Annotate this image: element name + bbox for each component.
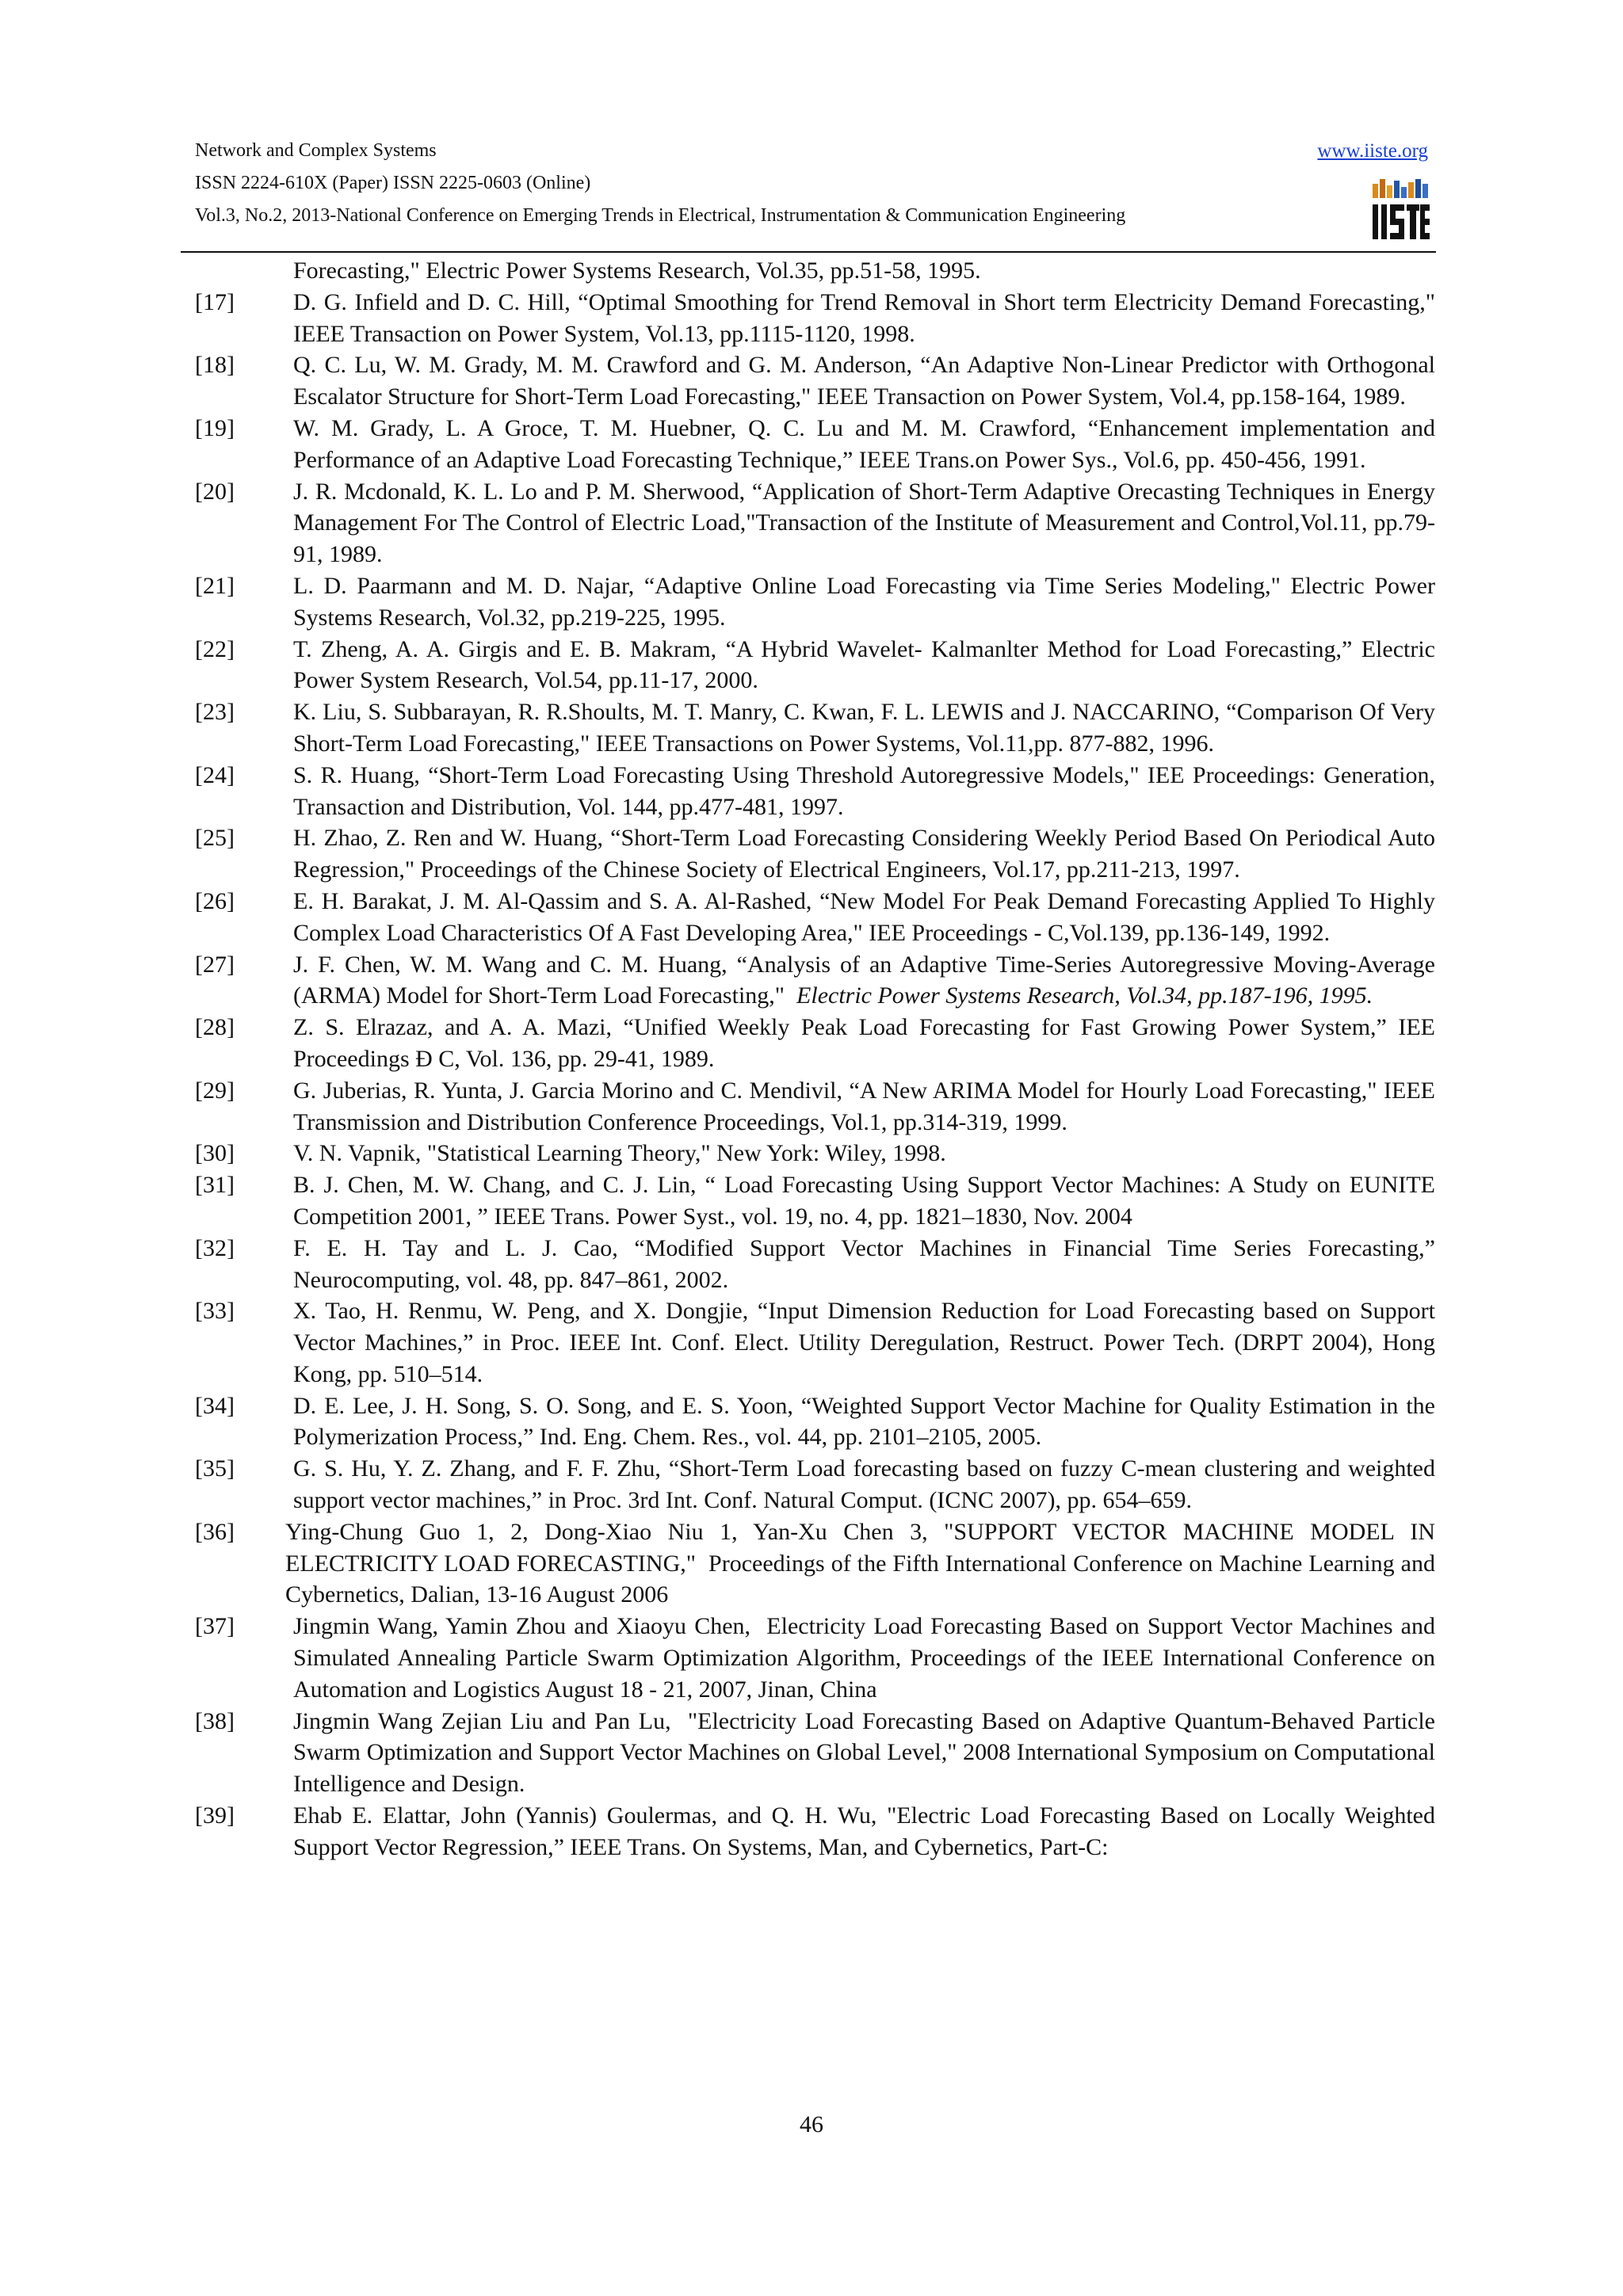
reference-citation: W. M. Grady, L. A Groce, T. M. Huebner, Q. C. Lu and M. M. Crawford, “Enhancement implementation and Performance of an Adaptive Load Forecasting Technique,” IEEE Trans.on Power Sys., Vol.6, pp. 450-456, 1991.: [293, 414, 1442, 473]
reference-text: [293, 1390, 1442, 1454]
reference-number: [18]: [195, 352, 235, 379]
reference-number: [25]: [195, 825, 235, 852]
reference-citation: G. S. Hu, Y. Z. Zhang, and F. F. Zhu, “Short-Term Load forecasting based on fuzzy C-mean clustering and weighted support vector machines,” in Proc. 3rd Int. Conf. Natural Comput. (ICNC 2007), pp. 654–659.: [293, 1455, 1442, 1514]
reference-number: [37]: [195, 1613, 235, 1640]
reference-text: [293, 696, 1442, 760]
reference-entry: [195, 696, 1442, 760]
reference-entry: [195, 1138, 1435, 1169]
reference-entry: [195, 476, 1442, 570]
reference-citation: T. Zheng, A. A. Girgis and E. B. Makram, “A Hybrid Wavelet- Kalmanlter Method for Load Forecasting,” Electric Power System Research, Vol.54, pp.11-17, 2000.: [293, 635, 1442, 694]
reference-entry: [195, 886, 1442, 949]
reference-number: [21]: [195, 572, 235, 599]
reference-citation: Jingmin Wang, Yamin Zhou and Xiaoyu Chen, Electricity Load Forecasting Based on Support Vector Machines and Simulated Annealing Particle Swarm Optimization Algorithm, Proceedings of the IEEE International Conference on Automation and Logistics August 18 - 21, 2007, Jinan, China: [293, 1613, 1442, 1703]
reference-text: [293, 1611, 1442, 1705]
reference-entry: [195, 287, 1442, 350]
reference-citation: J. R. Mcdonald, K. L. Lo and P. M. Sherwood, “Application of Short-Term Adaptive Orecasting Techniques in Energy Management For The Control of Electric Load,"Transaction of the Institute of Measurement and Control,Vol.11, pp.79-91, 1989.: [293, 478, 1442, 568]
reference-text: [293, 413, 1442, 476]
reference-number: [35]: [195, 1455, 235, 1482]
reference-citation: D. G. Infield and D. C. Hill, “Optimal Smoothing for Trend Removal in Short term Electricity Demand Forecasting," IEEE Transaction on Power System, Vol.13, pp.1115-1120, 1998.: [293, 288, 1442, 347]
reference-text: [293, 1295, 1442, 1390]
reference-citation: Ying-Chung Guo 1, 2, Dong-Xiao Niu 1, Yan-Xu Chen 3, "SUPPORT VECTOR MACHINE MODEL IN ELECTRICITY LOAD FORECASTING," Proceedings of the Fifth International Conference on Machine Learning and Cybernetics, Dalian, 13-16 August 2006: [285, 1518, 1442, 1608]
reference-text: [293, 1233, 1442, 1296]
reference-number: [31]: [195, 1172, 235, 1199]
reference-text: [293, 1169, 1442, 1233]
reference-number: [32]: [195, 1234, 235, 1261]
reference-citation: Z. S. Elrazaz, and A. A. Mazi, “Unified Weekly Peak Load Forecasting for Fast Growing Power System,” IEE Proceedings Ð C, Vol. 136, pp. 29-41, 1989.: [293, 1014, 1442, 1072]
page-number: 46: [800, 2111, 823, 2138]
reference-text: [293, 949, 1442, 1013]
reference-number: [36]: [195, 1518, 235, 1545]
reference-entry: [195, 1295, 1442, 1390]
reference-entry: [195, 822, 1442, 886]
reference-citation: V. N. Vapnik, "Statistical Learning Theory," New York: Wiley, 1998.: [293, 1140, 946, 1167]
reference-number: [22]: [195, 635, 235, 662]
reference-number: [29]: [195, 1077, 235, 1104]
reference-text: [285, 1516, 1442, 1611]
reference-number: [33]: [195, 1298, 235, 1325]
iiste-logo: [1371, 176, 1431, 246]
reference-citation: Jingmin Wang Zejian Liu and Pan Lu, "Electricity Load Forecasting Based on Adaptive Quantum-Behaved Particle Swarm Optimization and Support Vector Machines on Global Level," 2008 International Symposium on Computational Intelligence and Design.: [293, 1707, 1442, 1798]
reference-citation: G. Juberias, R. Yunta, J. Garcia Morino and C. Mendivil, “A New ARIMA Model for Hourly Load Forecasting," IEEE Transmission and Distribution Conference Proceedings, Vol.1, pp.314-319, 1999.: [293, 1077, 1441, 1135]
website-link[interactable]: www.iiste.org: [1317, 140, 1428, 162]
reference-text: [293, 1453, 1442, 1516]
reference-citation: K. Liu, S. Subbarayan, R. R.Shoults, M. T. Manry, C. Kwan, F. L. LEWIS and J. NACCARINO, “Comparison Of Very Short-Term Load Forecasting," IEEE Transactions on Power Systems, Vol.11,pp. 877-882, 1996.: [293, 699, 1442, 757]
journal-issn: ISSN 2224-610X (Paper) ISSN 2225-0603 (Online): [195, 173, 591, 193]
reference-entry: [195, 570, 1442, 634]
reference-entry: [195, 349, 1442, 413]
reference-text: [293, 822, 1442, 886]
reference-entry: [195, 1233, 1442, 1296]
reference-citation: J. F. Chen, W. M. Wang and C. M. Huang, “Analysis of an Adaptive Time-Series Autoregressive Moving-Average (ARMA) Model for Short-Term Load Forecasting,": [293, 951, 1442, 1009]
reference-entry: [195, 1516, 1442, 1611]
reference-continuation: Forecasting," Electric Power Systems Research, Vol.35, pp.51-58, 1995.: [293, 257, 981, 284]
reference-list: [195, 255, 1442, 1863]
reference-entry: [195, 1800, 1442, 1863]
reference-number: [26]: [195, 887, 235, 914]
reference-number: [23]: [195, 699, 235, 726]
reference-citation: L. D. Paarmann and M. D. Najar, “Adaptive Online Load Forecasting via Time Series Modeling," Electric Power Systems Research, Vol.32, pp.219-225, 1995.: [293, 572, 1442, 631]
reference-journal-italic: Electric Power Systems Research, Vol.34, pp.187-196, 1995.: [796, 982, 1373, 1009]
reference-text: [293, 476, 1442, 570]
reference-entry: [195, 1453, 1442, 1516]
reference-entry: [195, 1706, 1442, 1800]
reference-number: [17]: [195, 288, 235, 315]
reference-entry: [195, 1390, 1442, 1454]
journal-name: Network and Complex Systems: [195, 140, 437, 161]
reference-number: [19]: [195, 414, 235, 441]
header-divider: [181, 251, 1436, 253]
reference-text: [293, 1138, 1435, 1169]
reference-citation: Q. C. Lu, W. M. Grady, M. M. Crawford and G. M. Anderson, “An Adaptive Non-Linear Predictor with Orthogonal Escalator Structure for Short-Term Load Forecasting," IEEE Transaction on Power System, Vol.4, pp.158-164, 1989.: [293, 352, 1442, 410]
reference-text: [293, 886, 1442, 949]
reference-number: [27]: [195, 951, 235, 978]
reference-text: [293, 570, 1442, 634]
reference-text: [293, 634, 1442, 697]
reference-citation: F. E. H. Tay and L. J. Cao, “Modified Support Vector Machines in Financial Time Series Forecasting,” Neurocomputing, vol. 48, pp. 847–861, 2002.: [293, 1234, 1442, 1293]
reference-text: [293, 760, 1441, 823]
reference-entry: [195, 1169, 1442, 1233]
reference-text: [293, 1012, 1442, 1075]
reference-number: [39]: [195, 1802, 235, 1829]
reference-citation: H. Zhao, Z. Ren and W. Huang, “Short-Term Load Forecasting Considering Weekly Period Based On Periodical Auto Regression," Proceedings of the Chinese Society of Electrical Engineers, Vol.17, pp.211-213, 1997.: [293, 825, 1442, 883]
reference-number: [24]: [195, 761, 235, 788]
reference-citation: X. Tao, H. Renmu, W. Peng, and X. Dongjie, “Input Dimension Reduction for Load Forecasting based on Support Vector Machines,” in Proc. IEEE Int. Conf. Elect. Utility Deregulation, Restruct. Power Tech. (DRPT 2004), Hong Kong, pp. 510–514.: [293, 1298, 1442, 1387]
reference-entry: [195, 634, 1442, 697]
reference-entry: [195, 1012, 1442, 1075]
reference-citation: E. H. Barakat, J. M. Al-Qassim and S. A. Al-Rashed, “New Model For Peak Demand Forecasting Applied To Highly Complex Load Characteristics Of A Fast Developing Area," IEE Proceedings - C,Vol.139, pp.136-149, 1992.: [293, 887, 1442, 946]
reference-text: [293, 1075, 1441, 1138]
reference-items: [195, 287, 1442, 1863]
reference-text: [293, 1800, 1442, 1863]
reference-citation: S. R. Huang, “Short-Term Load Forecasting Using Threshold Autoregressive Models," IEE Proceedings: Generation, Transaction and Distribution, Vol. 144, pp.477-481, 1997.: [293, 761, 1441, 820]
reference-entry: [195, 949, 1442, 1013]
reference-number: [28]: [195, 1014, 235, 1041]
reference-text: [293, 287, 1442, 350]
reference-number: [34]: [195, 1392, 235, 1419]
reference-entry: [195, 413, 1442, 476]
reference-number: [20]: [195, 478, 235, 505]
reference-entry: [195, 1611, 1442, 1705]
page-header: [195, 135, 1431, 247]
reference-number: [30]: [195, 1140, 235, 1167]
reference-entry: [195, 1075, 1441, 1138]
reference-text: [293, 349, 1442, 413]
reference-entry: [195, 760, 1441, 823]
reference-citation: D. E. Lee, J. H. Song, S. O. Song, and E. S. Yoon, “Weighted Support Vector Machine for Quality Estimation in the Polymerization Process,” Ind. Eng. Chem. Res., vol. 44, pp. 2101–2105, 2005.: [293, 1392, 1442, 1451]
reference-citation: B. J. Chen, M. W. Chang, and C. J. Lin, “ Load Forecasting Using Support Vector Machines: A Study on EUNITE Competition 2001, ” IEEE Trans. Power Syst., vol. 19, no. 4, pp. 1821–1830, Nov. 2004: [293, 1172, 1442, 1230]
reference-text: [293, 1706, 1442, 1800]
reference-citation: Ehab E. Elattar, John (Yannis) Goulermas, and Q. H. Wu, "Electric Load Forecasting Based on Locally Weighted Support Vector Regression,” IEEE Trans. On Systems, Man, and Cybernetics, Part-C:: [293, 1802, 1442, 1860]
reference-number: [38]: [195, 1707, 235, 1734]
journal-volume: Vol.3, No.2, 2013-National Conference on Emerging Trends in Electrical, Instrumentation & Communication Engineering: [195, 205, 1126, 226]
